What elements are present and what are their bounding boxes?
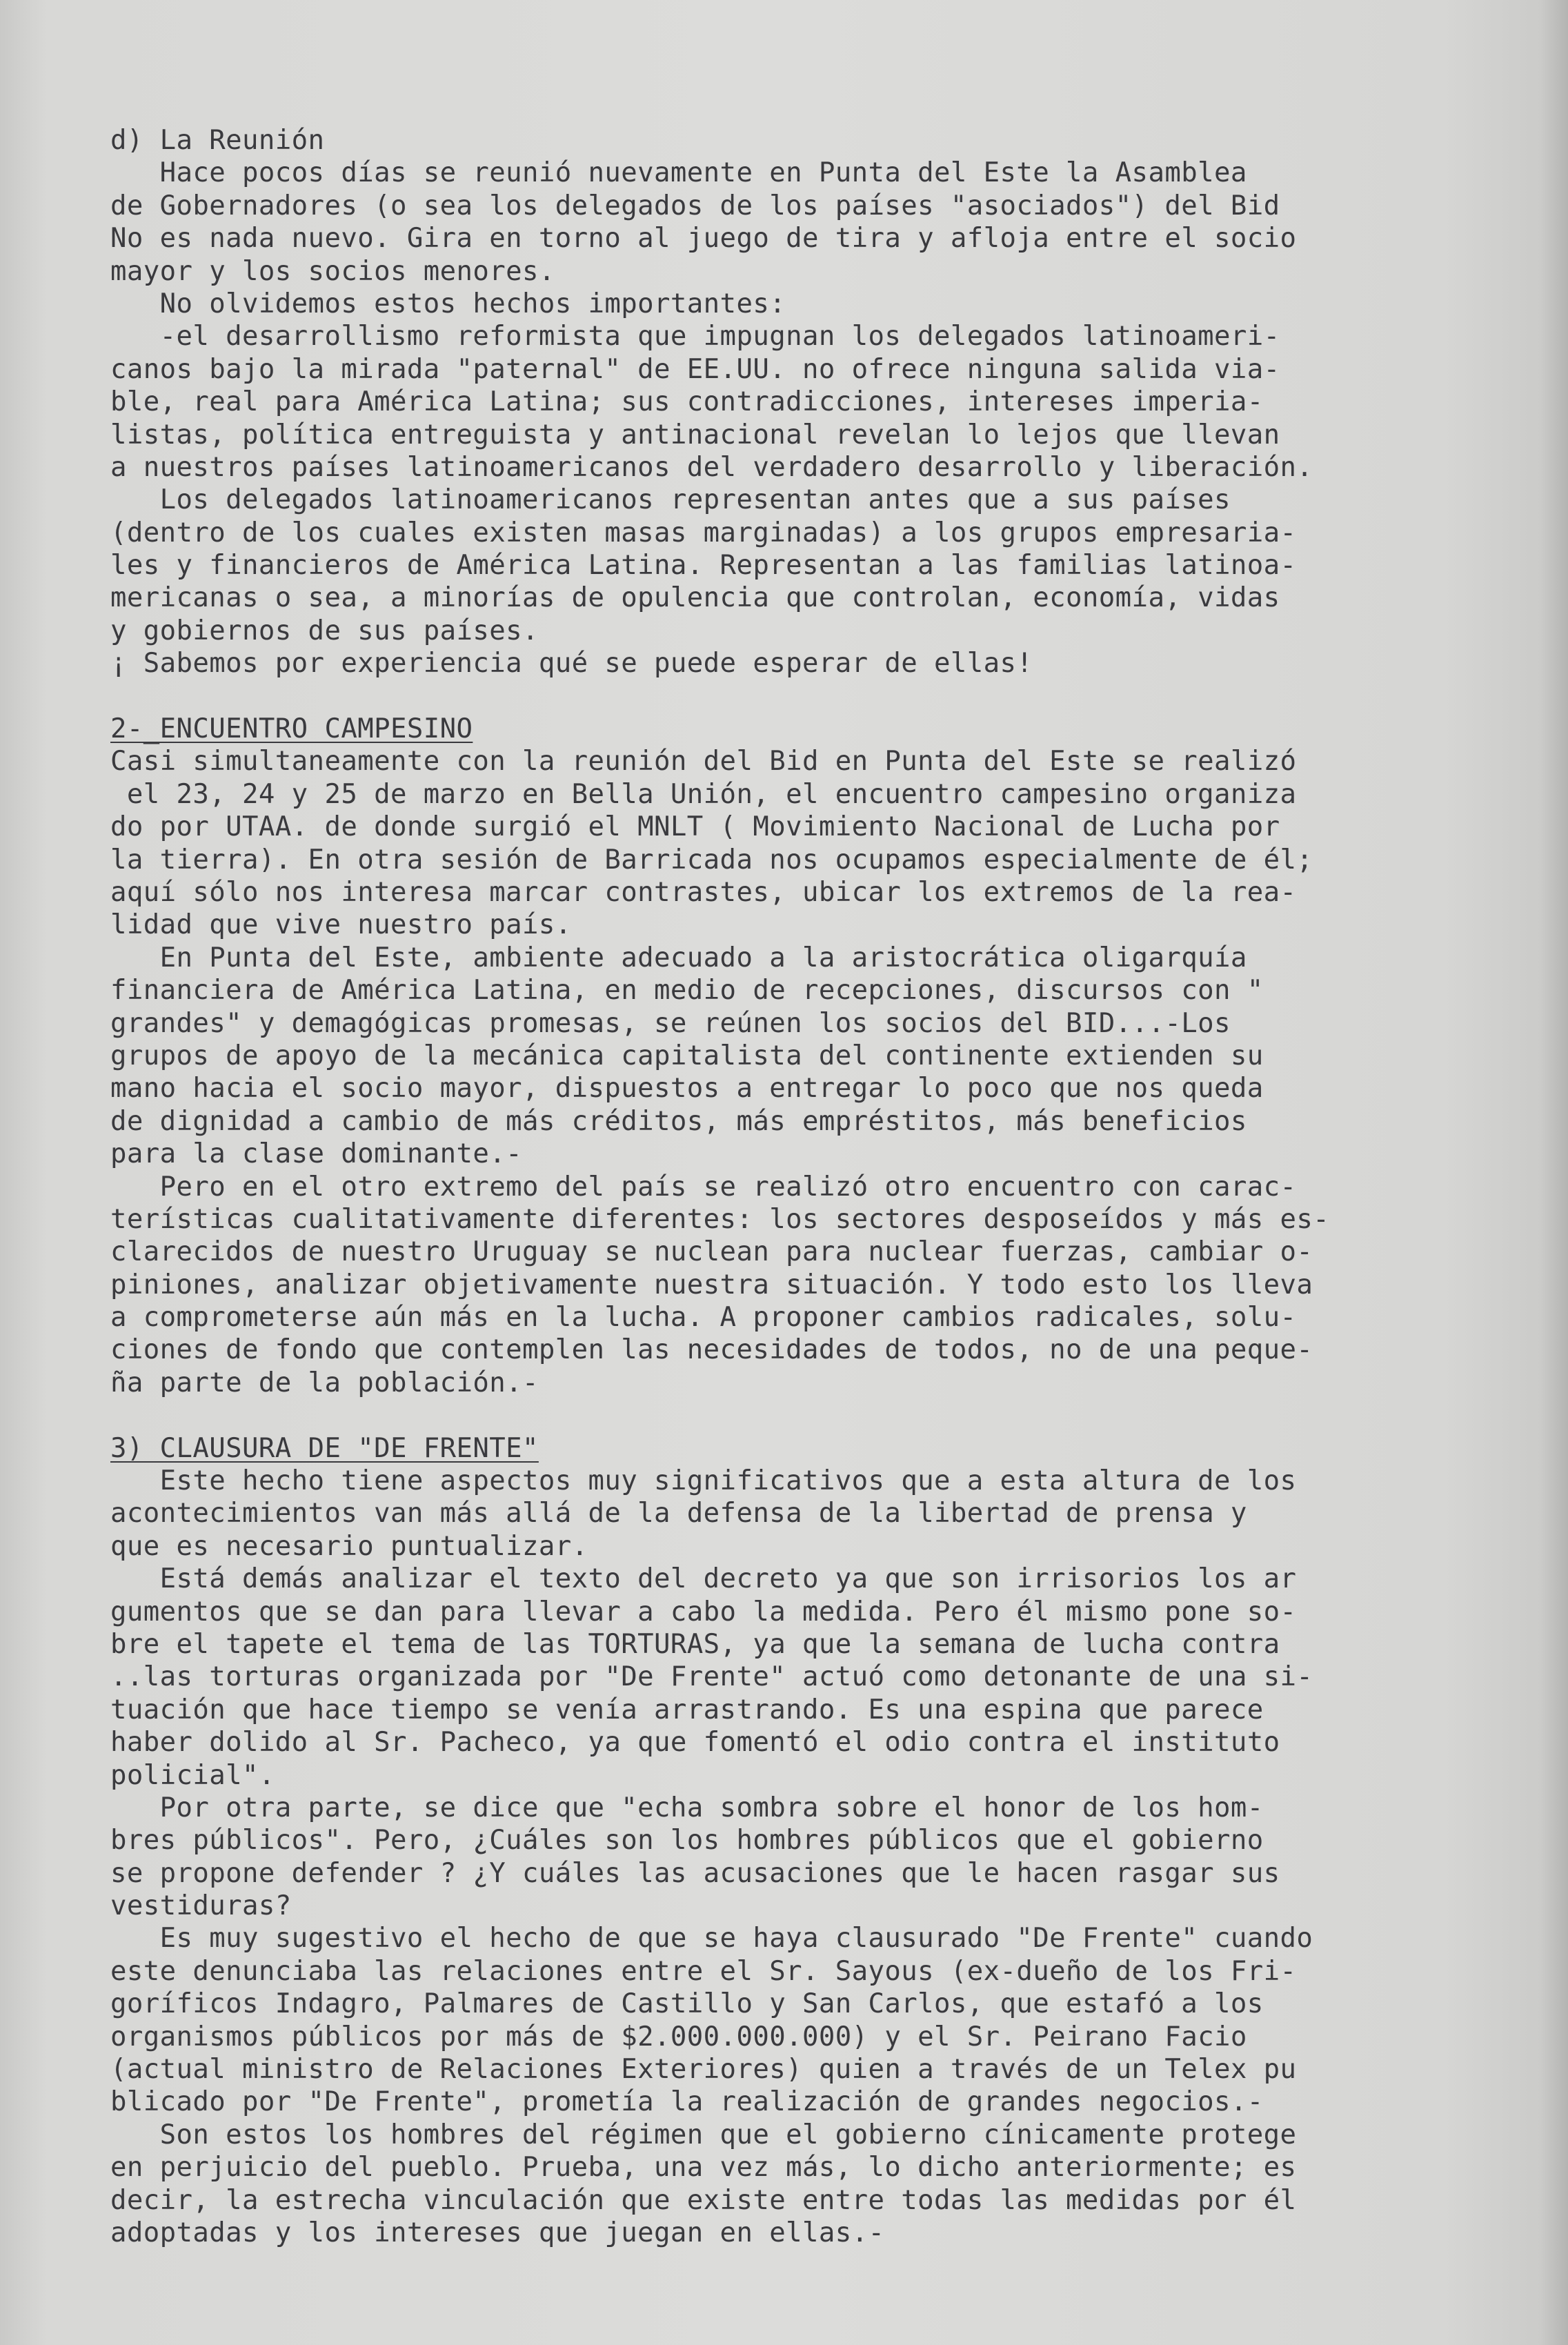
text-line: de Gobernadores (o sea los delegados de los países "asociados") del Bid — [110, 190, 1280, 221]
text-line: piniones, analizar objetivamente nuestra situación. Y todo esto los lleva — [110, 1269, 1313, 1300]
text-line: haber dolido al Sr. Pacheco, ya que fomentó el odio contra el instituto — [110, 1727, 1280, 1759]
text-line: aquí sólo nos interesa marcar contrastes, ubicar los extremos de la rea- — [110, 876, 1297, 908]
text-line: decir, la estrecha vinculación que existe entre todas las medidas por él — [110, 2184, 1297, 2216]
text-line: Es muy sugestivo el hecho de que se haya clausurado "De Frente" cuando — [110, 1923, 1313, 1955]
page-edge-shadow — [1540, 0, 1568, 2345]
text-line: Son estos los hombres del régimen que el gobierno cínicamente protege — [110, 2119, 1297, 2150]
document-body — [110, 124, 1511, 2249]
text-line: en perjuicio del pueblo. Prueba, una vez más, lo dicho anteriormente; es — [110, 2152, 1297, 2184]
text-line: mericanas o sea, a minorías de opulencia que controlan, economía, vidas — [110, 582, 1280, 614]
text-line: organismos públicos por más de $2.000.000.000) y el Sr. Peirano Facio — [110, 2021, 1247, 2052]
text-line: Casi simultaneamente con la reunión del Bid en Punta del Este se realizó — [110, 746, 1297, 778]
text-line: bre el tapete el tema de las TORTURAS, ya que la semana de lucha contra — [110, 1628, 1280, 1660]
text-line: Pero en el otro extremo del país se realizó otro encuentro con carac- — [110, 1171, 1297, 1203]
section-gap — [110, 680, 1511, 713]
text-line: de dignidad a cambio de más créditos, más empréstitos, más beneficios — [110, 1105, 1247, 1137]
section-heading-clausura: 3) CLAUSURA DE "DE FRENTE" — [110, 1432, 539, 1464]
text-line: la tierra). En otra sesión de Barricada nos ocupamos especialmente de él; — [110, 844, 1313, 875]
text-line: (dentro de los cuales existen masas marginadas) a los grupos empresaria- — [110, 517, 1297, 548]
text-line: blicado por "De Frente", prometía la realización de grandes negocios.- — [110, 2086, 1264, 2118]
text-line: canos bajo la mirada "paternal" de EE.UU. no ofrece ninguna salida via- — [110, 353, 1280, 385]
text-line: vestiduras? — [110, 1890, 292, 1922]
text-line: lidad que vive nuestro país. — [110, 909, 572, 941]
section-reunion-body — [110, 157, 1511, 680]
text-line: este denunciaba las relaciones entre el Sr. Sayous (ex-dueño de los Fri- — [110, 1955, 1297, 1987]
text-line: ña parte de la población.- — [110, 1367, 539, 1398]
text-line: ciones de fondo que contemplen las necesidades de todos, no de una peque- — [110, 1334, 1313, 1366]
text-line: les y financieros de América Latina. Representan a las familias latinoa- — [110, 550, 1297, 582]
section-heading-encuentro: 2-_ENCUENTRO CAMPESINO — [110, 713, 473, 745]
section-gap — [110, 1399, 1511, 1432]
text-line: do por UTAA. de donde surgió el MNLT ( Movimiento Nacional de Lucha por — [110, 811, 1280, 843]
text-line: financiera de América Latina, en medio de recepciones, discursos con " — [110, 975, 1264, 1007]
text-line: No olvidemos estos hechos importantes: — [110, 288, 786, 319]
text-line: grupos de apoyo de la mecánica capitalista del continente extienden su — [110, 1040, 1264, 1071]
section-heading-reunion: d) La Reunión — [110, 125, 325, 156]
text-line: tuación que hace tiempo se venía arrastrando. Es una espina que parece — [110, 1694, 1264, 1725]
text-line: gumentos que se dan para llevar a cabo la medida. Pero él mismo pone so- — [110, 1596, 1297, 1627]
text-line: mano hacia el socio mayor, dispuestos a entregar lo poco que nos queda — [110, 1073, 1264, 1105]
text-line: adoptadas y los intereses que juegan en ellas.- — [110, 2217, 885, 2248]
text-line: En Punta del Este, ambiente adecuado a la aristocrática oligarquía — [110, 942, 1247, 973]
text-line: No es nada nuevo. Gira en torno al juego de tira y afloja entre el socio — [110, 223, 1297, 255]
section-encuentro-body — [110, 745, 1511, 1399]
text-line: ¡ Sabemos por experiencia qué se puede esperar de ellas! — [110, 648, 1033, 680]
text-line: Por otra parte, se dice que "echa sombra sobre el honor de los hom- — [110, 1792, 1264, 1823]
text-line: ..las torturas organizada por "De Frente" actuó como detonante de una si- — [110, 1661, 1313, 1693]
text-line: acontecimientos van más allá de la defensa de la libertad de prensa y — [110, 1498, 1247, 1530]
text-line: listas, política entreguista y antinacional revelan lo lejos que llevan — [110, 419, 1280, 451]
text-line: Este hecho tiene aspectos muy significativos que a esta altura de los — [110, 1465, 1297, 1497]
text-line: Está demás analizar el texto del decreto ya que son irrisorios los ar — [110, 1563, 1297, 1595]
text-line: el 23, 24 y 25 de marzo en Bella Unión, el encuentro campesino organiza — [110, 778, 1297, 810]
text-line: a comprometerse aún más en la lucha. A proponer cambios radicales, solu- — [110, 1302, 1297, 1334]
text-line: mayor y los socios menores. — [110, 255, 555, 287]
text-line: grandes" y demagógicas promesas, se reúnen los socios del BID...-Los — [110, 1007, 1231, 1039]
text-line: Los delegados latinoamericanos representan antes que a sus países — [110, 484, 1231, 516]
section-clausura-body — [110, 1465, 1511, 2249]
text-line: goríficos Indagro, Palmares de Castillo y San Carlos, que estafó a los — [110, 1988, 1264, 2020]
text-line: a nuestros países latinoamericanos del verdadero desarrollo y liberación. — [110, 451, 1313, 483]
text-line: Hace pocos días se reunió nuevamente en Punta del Este la Asamblea — [110, 157, 1247, 189]
text-line: (actual ministro de Relaciones Exteriores) quien a través de un Telex pu — [110, 2054, 1297, 2086]
text-line: terísticas cualitativamente diferentes: los sectores desposeídos y más es- — [110, 1203, 1330, 1235]
text-line: y gobiernos de sus países. — [110, 615, 539, 646]
text-line: bres públicos". Pero, ¿Cuáles son los hombres públicos que el gobierno — [110, 1825, 1264, 1857]
text-line: se propone defender ? ¿Y cuáles las acusaciones que le hacen rasgar sus — [110, 1857, 1280, 1889]
text-line: ble, real para América Latina; sus contradicciones, intereses imperia- — [110, 386, 1264, 418]
text-line: que es necesario puntualizar. — [110, 1530, 588, 1562]
text-line: -el desarrollismo reformista que impugnan los delegados latinoameri- — [110, 321, 1280, 353]
text-line: policial". — [110, 1759, 275, 1791]
text-line: clarecidos de nuestro Uruguay se nuclean para nuclear fuerzas, cambiar o- — [110, 1236, 1313, 1268]
text-line: para la clase dominante.- — [110, 1138, 522, 1170]
